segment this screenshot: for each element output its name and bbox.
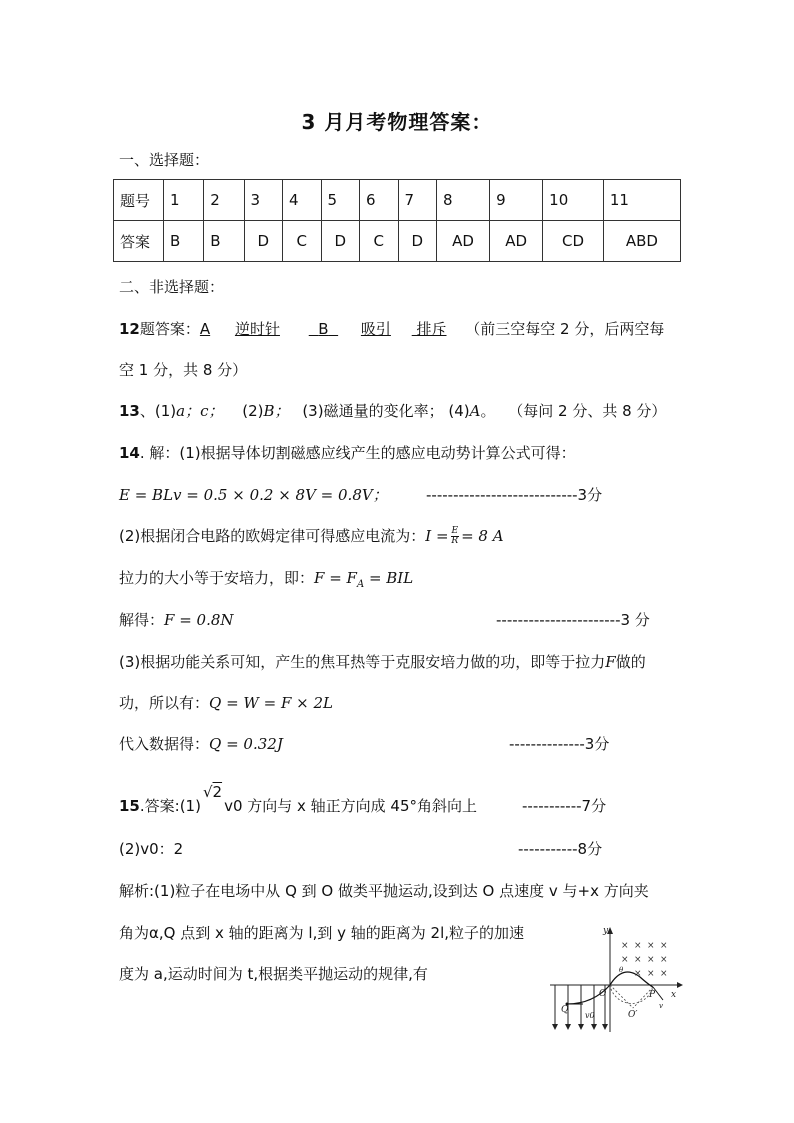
- v0-label: v0: [585, 1011, 595, 1020]
- q13-part4: (4): [448, 402, 470, 420]
- field-cross-icon: ×: [660, 955, 668, 965]
- table-row-numbers: [114, 180, 681, 221]
- q14-line7: [119, 734, 283, 754]
- q15-ans1-a: .答案:(1): [139, 797, 201, 815]
- section-choice-heading: 一、选择题：: [119, 151, 210, 169]
- page-title: 3 月月考物理答案：: [301, 110, 493, 134]
- table-header-label: 题号: [114, 180, 164, 221]
- table-number-cell: 1: [164, 180, 204, 221]
- q13-part1: 、(1): [139, 402, 177, 420]
- field-cross-icon: ×: [647, 955, 655, 965]
- q15-answer-line2: (2)v0：2: [119, 840, 184, 858]
- section-nonchoice-heading: 二、非选择题：: [119, 278, 225, 296]
- origin-label: O: [599, 989, 607, 999]
- field-cross-icon: ×: [647, 941, 655, 951]
- field-cross-icon: ×: [647, 969, 655, 979]
- table-number-cell: 7: [398, 180, 437, 221]
- table-number-cell: 3: [244, 180, 283, 221]
- trajectory-figure: [545, 922, 685, 1034]
- q12-note-1: （前三空每空 2 分，后两空每: [465, 320, 665, 338]
- y-axis-label: y: [603, 926, 609, 936]
- q13-part2-math: B；: [263, 402, 290, 420]
- q12-line1: [119, 319, 664, 339]
- q12-answer-1: A: [199, 320, 211, 338]
- table-answer-cell: D: [244, 221, 283, 262]
- table-number-cell: 10: [543, 180, 604, 221]
- q14-eq4: F = 0.8N: [164, 611, 234, 629]
- q13-part4-math: A: [469, 402, 481, 420]
- q14-eq2-lhs: I =: [425, 527, 449, 545]
- q14-eq3: F = F: [314, 569, 357, 587]
- field-cross-icon: ×: [660, 941, 668, 951]
- q14-line5: [119, 652, 646, 672]
- q14-eq2-fraction: [451, 527, 460, 546]
- point-p-label: P: [649, 990, 656, 1000]
- q14-line5a: (3)根据功能关系可知，产生的焦耳热等于克服安培力做的功，即等于拉力: [119, 653, 606, 671]
- q14-line4: [119, 610, 234, 630]
- table-answer-cell: B: [204, 221, 244, 262]
- q15-score2: -----------8分: [518, 840, 603, 858]
- v-label: v: [659, 1002, 663, 1010]
- table-answer-cell: ABD: [603, 221, 680, 262]
- q12-note-2: 空 1 分，共 8 分）: [119, 361, 248, 379]
- field-cross-icon: ×: [621, 941, 629, 951]
- q14-eq7: Q = 0.32J: [209, 735, 283, 753]
- table-answer-cell: B: [164, 221, 204, 262]
- table-answer-cell: AD: [437, 221, 490, 262]
- q14-score1: ----------------------------3分: [426, 486, 603, 504]
- q15-number: 15: [119, 797, 140, 815]
- q12-answer-3: B: [318, 320, 329, 338]
- q14-eq6: Q = W = F × 2L: [209, 694, 333, 712]
- q15-explanation-2: 角为α,Q 点到 x 轴的距离为 l,到 y 轴的距离为 2l,粒子的加速: [119, 924, 525, 942]
- q13-part1-math: a；c；: [176, 402, 224, 420]
- q12-number: 12: [119, 320, 140, 338]
- q14-eq1: E = BLv = 0.5 × 0.2 × 8V = 0.8V；: [119, 486, 388, 504]
- q14-line6-text: 功，所以有：: [119, 694, 210, 712]
- table-answer-label: 答案: [114, 221, 164, 262]
- q12-answer-5: 排斥: [416, 320, 447, 338]
- q14-eq2-den: R: [451, 536, 459, 546]
- q15-explanation-1: 解析:(1)粒子在电场中从 Q 到 O 做类平抛运动,设到达 O 点速度 v 与+x 方向夹: [119, 882, 649, 900]
- field-cross-icon: ×: [621, 955, 629, 965]
- q14-intro: . 解：(1)根据导体切割磁感应线产生的感应电动势计算公式可得：: [139, 444, 576, 462]
- q13-line: [119, 401, 666, 421]
- q15-answer-line1: [119, 783, 478, 816]
- q13-note: （每问 2 分、共 8 分）: [508, 402, 667, 420]
- q15-ans1-b: v0 方向与 x 轴正方向成 45°角斜向上: [224, 797, 478, 815]
- point-q-label: Q: [561, 1005, 569, 1015]
- q14-line3: [119, 568, 413, 595]
- q14-eq2-rhs: = 8 A: [461, 527, 504, 545]
- q14-line4-text: 解得：: [119, 611, 165, 629]
- radius-line-1: [610, 985, 633, 1008]
- q14-eq3-sub: A: [356, 579, 365, 590]
- table-answer-cell: D: [398, 221, 437, 262]
- q12-answer-4: 吸引: [360, 320, 391, 338]
- table-answer-cell: AD: [490, 221, 543, 262]
- table-number-cell: 8: [437, 180, 490, 221]
- table-number-cell: 9: [490, 180, 543, 221]
- field-cross-icon: ×: [634, 969, 642, 979]
- table-number-cell: 2: [204, 180, 244, 221]
- magnetic-field-crosses: [621, 941, 668, 979]
- q15-sqrt: √2: [202, 783, 223, 801]
- table-answer-cell: C: [283, 221, 322, 262]
- q13-part3: (3)磁通量的变化率；: [302, 402, 444, 420]
- table-number-cell: 11: [603, 180, 680, 221]
- q14-score3: --------------3分: [509, 735, 610, 753]
- table-answer-cell: D: [321, 221, 360, 262]
- q14-line5-math: F: [605, 653, 616, 671]
- table-answer-cell: C: [360, 221, 399, 262]
- field-cross-icon: ×: [634, 941, 642, 951]
- table-row-answers: [114, 221, 681, 262]
- q15-score1: -----------7分: [522, 797, 607, 815]
- q14-eq3-end: = BIL: [364, 569, 414, 587]
- table-answer-cell: CD: [543, 221, 604, 262]
- q12-label: 题答案：: [139, 320, 200, 338]
- table-number-cell: 4: [283, 180, 322, 221]
- q14-line5b: 做的: [615, 653, 646, 671]
- x-axis-arrow-icon: [677, 982, 683, 988]
- q14-line2-text: (2)根据闭合电路的欧姆定律可得感应电流为：: [119, 527, 426, 545]
- q14-line7-text: 代入数据得：: [119, 735, 210, 753]
- answer-table: [113, 179, 681, 262]
- table-number-cell: 5: [321, 180, 360, 221]
- field-cross-icon: ×: [660, 969, 668, 979]
- q14-intro-line: [119, 443, 576, 463]
- q12-answer-2: 逆时针: [234, 320, 280, 338]
- q15-explanation-3: 度为 a,运动时间为 t,根据类平抛运动的规律,有: [119, 965, 428, 983]
- x-axis-label: x: [671, 990, 677, 1000]
- field-arrow-icons: [552, 1024, 608, 1030]
- q14-eq2-num: E: [451, 526, 459, 536]
- q14-line3-text: 拉力的大小等于安培力，即：: [119, 569, 315, 587]
- q13-part2: (2): [242, 402, 264, 420]
- table-number-cell: 6: [360, 180, 399, 221]
- theta-label: θ: [619, 966, 624, 974]
- center-label: O′: [628, 1010, 638, 1020]
- field-cross-icon: ×: [634, 955, 642, 965]
- q14-number: 14: [119, 444, 140, 462]
- q13-number: 13: [119, 402, 140, 420]
- q14-score2: -----------------------3 分: [496, 611, 650, 629]
- q13-part4-end: 。: [480, 402, 496, 420]
- q14-line6: [119, 693, 333, 713]
- q14-line2: [119, 526, 504, 546]
